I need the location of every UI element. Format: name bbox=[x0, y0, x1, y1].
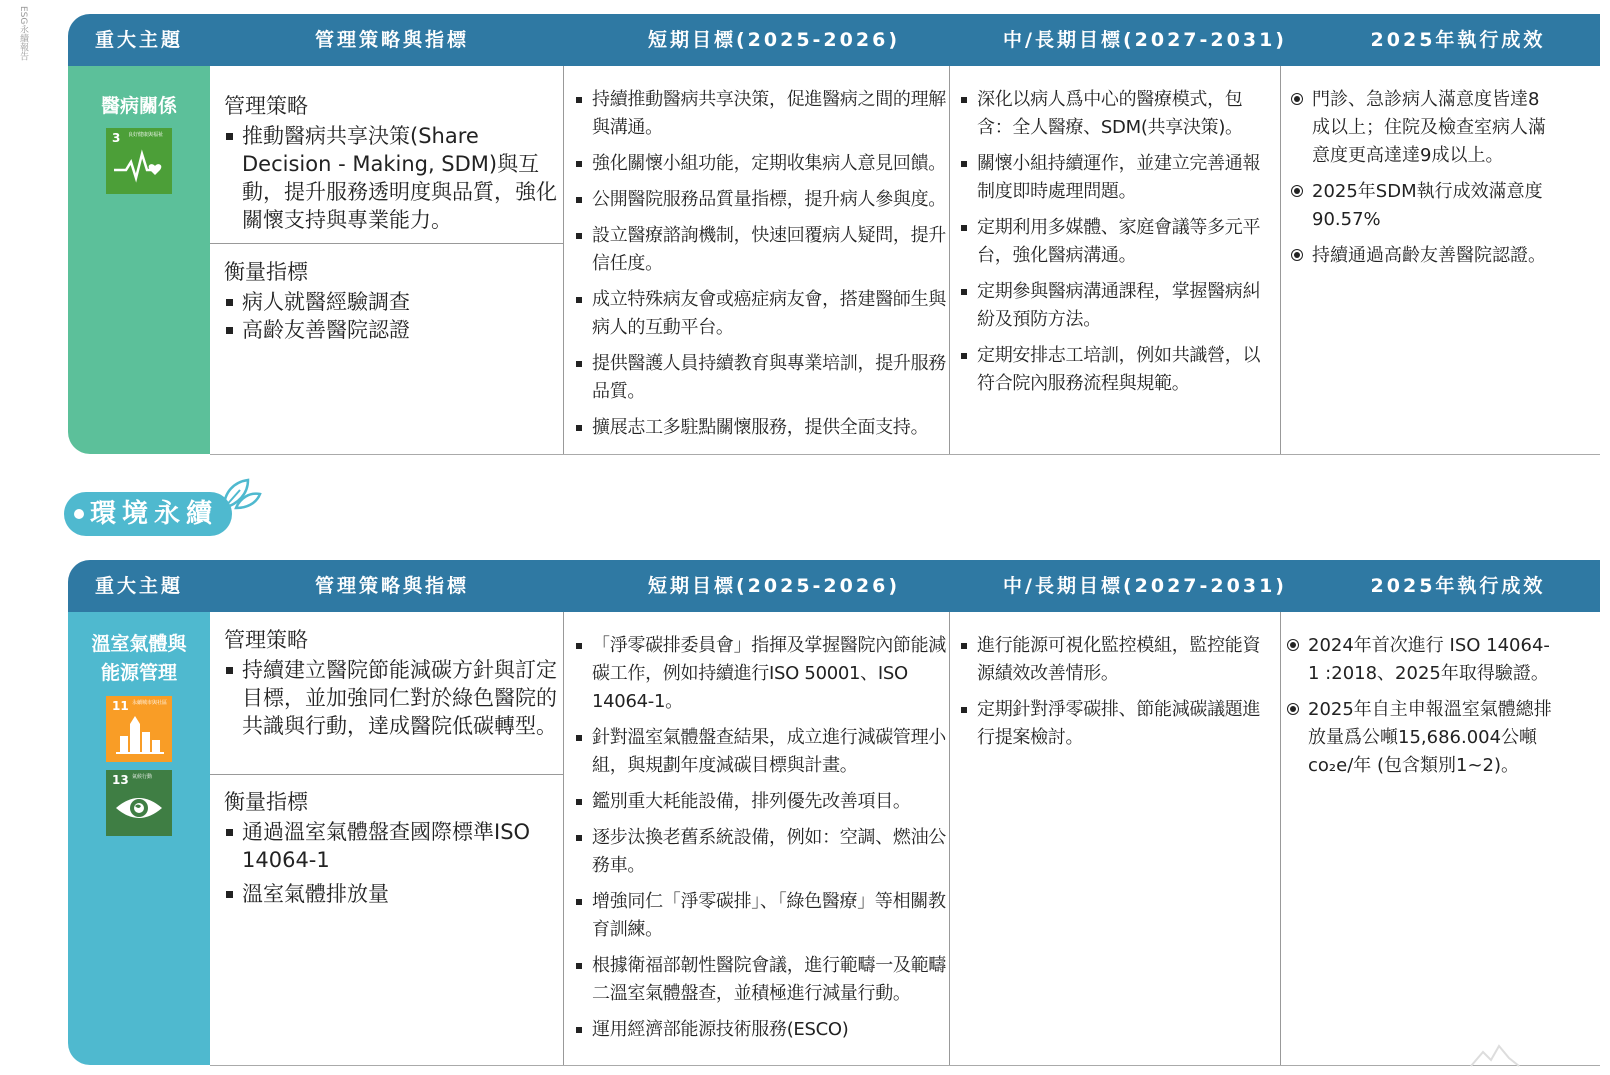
header-short-goals: 短期目標(2025-2026) bbox=[647, 29, 900, 51]
table-header bbox=[68, 560, 1600, 612]
short-goals-column bbox=[572, 86, 946, 450]
result-item: 2025年SDM執行成效滿意度90.57% bbox=[1290, 178, 1550, 234]
mid-goal-item: 關懷小組持續運作，並建立完善通報制度即時處理問題。 bbox=[957, 150, 1275, 206]
short-goal-item: 鑑別重大耗能設備，排列優先改善項目。 bbox=[572, 788, 946, 816]
sdg13-icon bbox=[106, 770, 172, 836]
table-patient-relations bbox=[68, 14, 1600, 454]
short-goal-item: 「淨零碳排委員會」指揮及掌握醫院內節能減碳工作，例如持續進行ISO 50001、ISO 14064-1。 bbox=[572, 632, 946, 716]
mid-goal-item: 進行能源可視化監控模組，監控能資源績效改善情形。 bbox=[957, 632, 1275, 688]
header-results: 2025年執行成效 bbox=[1370, 29, 1546, 51]
side-tab-label: ESG永續報告 bbox=[18, 6, 28, 61]
section-title-text: 環境永續 bbox=[90, 499, 219, 529]
strategy-block bbox=[224, 626, 560, 740]
table-header bbox=[68, 14, 1600, 66]
topic-cell bbox=[68, 66, 210, 454]
metrics-item: 溫室氣體排放量 bbox=[224, 880, 560, 908]
topic-label-line2: 能源管理 bbox=[100, 662, 177, 684]
bullet-dot bbox=[74, 509, 84, 519]
metrics-item: 病人就醫經驗調查 bbox=[224, 288, 560, 316]
header-short-goals: 短期目標(2025-2026) bbox=[647, 575, 900, 597]
table-body bbox=[210, 612, 1600, 1066]
short-goals-column bbox=[572, 632, 946, 1052]
topic-label-line1: 溫室氣體與 bbox=[91, 633, 187, 655]
short-goal-item: 持續推動醫病共享決策，促進醫病之間的理解與溝通。 bbox=[572, 86, 946, 142]
strategy-item: 持續建立醫院節能減碳方針與訂定目標，並加強同仁對於綠色醫院的共識與行動，達成醫院低碳轉型。 bbox=[224, 656, 560, 740]
mid-goal-item: 定期安排志工培訓，例如共識營，以符合院內服務流程與規範。 bbox=[957, 342, 1275, 398]
metrics-block bbox=[224, 788, 560, 908]
short-goal-item: 擴展志工多駐點關懷服務，提供全面支持。 bbox=[572, 414, 946, 442]
metrics-item: 通過溫室氣體盤查國際標準ISO 14064-1 bbox=[224, 818, 560, 874]
sdg11-icon bbox=[106, 696, 172, 762]
result-item: 持續通過高齡友善醫院認證。 bbox=[1290, 242, 1550, 270]
city-icon bbox=[106, 696, 172, 762]
metrics-title: 衡量指標 bbox=[224, 790, 308, 814]
short-goal-item: 運用經濟部能源技術服務(ESCO) bbox=[572, 1016, 946, 1044]
sdg-number: 3 bbox=[112, 131, 121, 145]
short-goal-item: 強化關懷小組功能，定期收集病人意見回饋。 bbox=[572, 150, 946, 178]
short-goal-item: 設立醫療諮詢機制，快速回覆病人疑問，提升信任度。 bbox=[572, 222, 946, 278]
sdg-text: 氣候行動 bbox=[132, 774, 153, 780]
mid-goals-column bbox=[957, 86, 1275, 406]
sdg-number: 13 bbox=[112, 773, 129, 787]
sdg3-icon bbox=[106, 128, 172, 194]
mid-goal-item: 定期參與醫病溝通課程，掌握醫病糾紛及預防方法。 bbox=[957, 278, 1275, 334]
sdg-text: 永續城市與社區 bbox=[132, 700, 168, 706]
result-item: 2025年自主申報溫室氣體總排放量爲公噸15,686.004公噸co₂e/年 (包含類別1~2)。 bbox=[1286, 696, 1552, 780]
result-item: 門診、急診病人滿意度皆達8成以上；住院及檢查室病人滿意度更高達達9成以上。 bbox=[1290, 86, 1550, 170]
strategy-block bbox=[224, 92, 560, 234]
header-topic: 重大主題 bbox=[94, 575, 183, 597]
header-mid-goals: 中/長期目標(2027-2031) bbox=[1003, 575, 1287, 597]
short-goal-item: 逐步汰換老舊系統設備，例如：空調、燃油公務車。 bbox=[572, 824, 946, 880]
header-mid-goals: 中/長期目標(2027-2031) bbox=[1003, 29, 1287, 51]
sdg-text: 良好健康與福祉 bbox=[128, 132, 164, 138]
mid-goal-item: 定期利用多媒體、家庭會議等多元平台，強化醫病溝通。 bbox=[957, 214, 1275, 270]
metrics-item: 高齡友善醫院認證 bbox=[224, 316, 560, 344]
heartbeat-icon bbox=[106, 128, 172, 194]
table-body bbox=[210, 66, 1600, 455]
strategy-title: 管理策略 bbox=[224, 94, 308, 118]
metrics-block bbox=[224, 258, 560, 344]
results-column bbox=[1286, 632, 1552, 788]
short-goal-item: 增強同仁「淨零碳排」、「綠色醫療」等相關教育訓練。 bbox=[572, 888, 946, 944]
section-title-environment bbox=[64, 492, 232, 536]
results-column bbox=[1290, 86, 1550, 278]
strategy-title: 管理策略 bbox=[224, 628, 308, 652]
short-goal-item: 針對溫室氣體盤查結果，成立進行減碳管理小組，與規劃年度減碳目標與計畫。 bbox=[572, 724, 946, 780]
short-goal-item: 成立特殊病友會或癌症病友會，搭建醫師生與病人的互動平台。 bbox=[572, 286, 946, 342]
topic-cell bbox=[68, 612, 210, 1065]
leaf-icon bbox=[218, 474, 262, 514]
metrics-title: 衡量指標 bbox=[224, 260, 308, 284]
short-goal-item: 根據衛福部韌性醫院會議，進行範疇一及範疇二溫室氣體盤查，並積極進行減量行動。 bbox=[572, 952, 946, 1008]
mid-goals-column bbox=[957, 632, 1275, 760]
header-topic: 重大主題 bbox=[94, 29, 183, 51]
result-item: 2024年首次進行 ISO 14064-1 :2018、2025年取得驗證。 bbox=[1286, 632, 1552, 688]
mid-goal-item: 深化以病人爲中心的醫療模式，包含：全人醫療、SDM(共享決策)。 bbox=[957, 86, 1275, 142]
eye-globe-icon bbox=[106, 770, 172, 836]
sdg-number: 11 bbox=[112, 699, 129, 713]
header-results: 2025年執行成效 bbox=[1370, 575, 1546, 597]
header-strategy: 管理策略與指標 bbox=[314, 575, 469, 597]
table-ghg-energy bbox=[68, 560, 1600, 1065]
header-strategy: 管理策略與指標 bbox=[314, 29, 469, 51]
strategy-item: 推動醫病共享決策(Share Decision - Making, SDM)與互動，提升服務透明度與品質，強化關懷支持與專業能力。 bbox=[224, 122, 560, 234]
topic-label: 醫病關係 bbox=[100, 95, 177, 117]
decorative-corner-icon bbox=[1465, 1038, 1525, 1068]
short-goal-item: 提供醫護人員持續教育與專業培訓，提升服務品質。 bbox=[572, 350, 946, 406]
mid-goal-item: 定期針對淨零碳排、節能減碳議題進行提案檢討。 bbox=[957, 696, 1275, 752]
short-goal-item: 公開醫院服務品質量指標，提升病人參與度。 bbox=[572, 186, 946, 214]
